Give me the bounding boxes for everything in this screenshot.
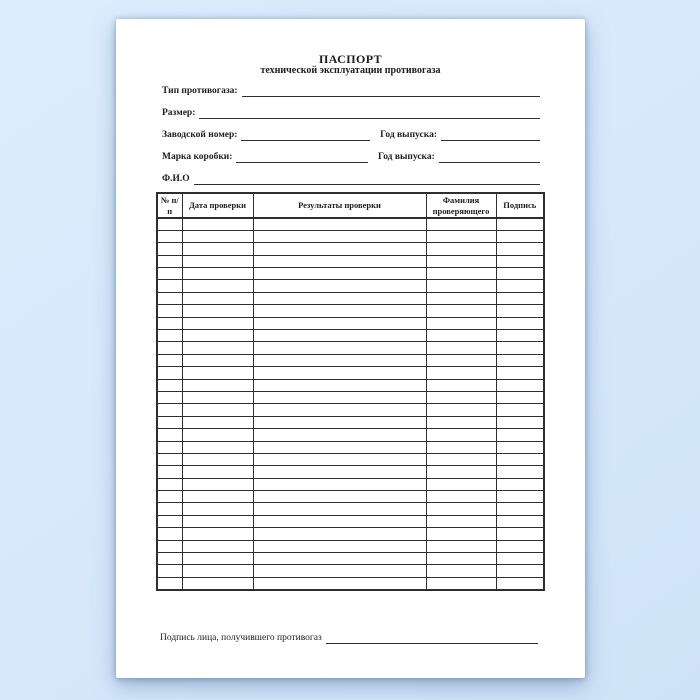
- table-cell: [253, 255, 426, 267]
- table-cell: [426, 218, 496, 230]
- table-cell: [157, 503, 182, 515]
- field-label-box-brand: Марка коробки:: [162, 152, 233, 162]
- table-cell: [426, 429, 496, 441]
- table-cell: [157, 416, 182, 428]
- document-page: [116, 19, 585, 678]
- signature-label: Подпись лица, получившего противогаз: [160, 633, 322, 643]
- table-cell: [253, 292, 426, 304]
- field-row-size: [162, 106, 540, 119]
- field-label-type: Тип противогаза:: [162, 86, 238, 96]
- table-cell: [496, 342, 544, 354]
- table-cell: [496, 317, 544, 329]
- table-cell: [426, 330, 496, 342]
- table-row: [157, 342, 544, 354]
- signature-row: [160, 631, 538, 644]
- table-cell: [253, 230, 426, 242]
- table-cell: [157, 391, 182, 403]
- table-row: [157, 255, 544, 267]
- table-header-row: [157, 193, 544, 218]
- table-cell: [182, 305, 253, 317]
- table-cell: [182, 540, 253, 552]
- table-cell: [496, 379, 544, 391]
- table-cell: [426, 317, 496, 329]
- table-row: [157, 515, 544, 527]
- table-cell: [157, 553, 182, 565]
- table-cell: [157, 305, 182, 317]
- col-header-signature: Подпись: [496, 193, 544, 218]
- table-cell: [496, 391, 544, 403]
- table-row: [157, 292, 544, 304]
- table-cell: [157, 453, 182, 465]
- document-subtitle: технической эксплуатации противогаза: [260, 65, 441, 76]
- table-cell: [496, 330, 544, 342]
- table-cell: [182, 218, 253, 230]
- table-cell: [182, 528, 253, 540]
- table-cell: [157, 577, 182, 589]
- table-cell: [496, 243, 544, 255]
- table-row: [157, 453, 544, 465]
- table-cell: [253, 305, 426, 317]
- table-row: [157, 367, 544, 379]
- table-cell: [182, 416, 253, 428]
- table-cell: [157, 292, 182, 304]
- table-cell: [496, 577, 544, 589]
- table-cell: [157, 466, 182, 478]
- table-cell: [182, 429, 253, 441]
- field-row-box-brand: [162, 150, 540, 163]
- table-cell: [253, 441, 426, 453]
- table-cell: [253, 280, 426, 292]
- field-label-size: Размер:: [162, 108, 196, 118]
- table-cell: [426, 354, 496, 366]
- field-label-full-name: Ф.И.О: [162, 174, 190, 184]
- table-cell: [182, 292, 253, 304]
- table-cell: [496, 540, 544, 552]
- table-cell: [496, 565, 544, 577]
- field-label-factory-number: Заводской номер:: [162, 130, 238, 140]
- table-row: [157, 230, 544, 242]
- table-cell: [253, 515, 426, 527]
- table-cell: [496, 354, 544, 366]
- table-cell: [253, 478, 426, 490]
- table-cell: [496, 429, 544, 441]
- table-cell: [157, 280, 182, 292]
- field-label-issue-year-2: Год выпуска:: [378, 152, 435, 162]
- table-cell: [182, 342, 253, 354]
- table-cell: [426, 268, 496, 280]
- table-cell: [253, 540, 426, 552]
- table-cell: [426, 577, 496, 589]
- table-cell: [496, 404, 544, 416]
- field-line-box-brand: [236, 162, 368, 163]
- table-cell: [253, 453, 426, 465]
- table-row: [157, 379, 544, 391]
- table-row: [157, 466, 544, 478]
- table-cell: [496, 230, 544, 242]
- table-cell: [182, 317, 253, 329]
- signature-line: [326, 643, 538, 644]
- table-cell: [426, 292, 496, 304]
- table-cell: [496, 268, 544, 280]
- table-cell: [182, 268, 253, 280]
- table-cell: [426, 503, 496, 515]
- table-cell: [182, 243, 253, 255]
- table-cell: [426, 391, 496, 403]
- table-cell: [253, 416, 426, 428]
- table-cell: [182, 565, 253, 577]
- table-row: [157, 441, 544, 453]
- table-cell: [253, 577, 426, 589]
- table-cell: [426, 379, 496, 391]
- table-cell: [253, 491, 426, 503]
- table-cell: [157, 268, 182, 280]
- table-cell: [182, 230, 253, 242]
- field-line-issue-year-2: [439, 162, 540, 163]
- table-cell: [253, 503, 426, 515]
- table-cell: [496, 255, 544, 267]
- field-line-full-name: [194, 184, 540, 185]
- table-cell: [157, 218, 182, 230]
- table-row: [157, 317, 544, 329]
- table-cell: [253, 268, 426, 280]
- table-cell: [157, 540, 182, 552]
- table-cell: [182, 553, 253, 565]
- table-cell: [426, 280, 496, 292]
- table-cell: [496, 528, 544, 540]
- table-row: [157, 305, 544, 317]
- table-cell: [157, 317, 182, 329]
- field-row-type: [162, 84, 540, 97]
- table-cell: [496, 466, 544, 478]
- table-cell: [496, 515, 544, 527]
- table-row: [157, 429, 544, 441]
- field-line-size: [199, 118, 540, 119]
- table-cell: [182, 379, 253, 391]
- table-row: [157, 330, 544, 342]
- table-cell: [426, 416, 496, 428]
- table-row: [157, 268, 544, 280]
- table-cell: [182, 577, 253, 589]
- table-cell: [496, 367, 544, 379]
- table-cell: [426, 243, 496, 255]
- table-cell: [426, 367, 496, 379]
- col-header-check-date: Дата проверки: [182, 193, 253, 218]
- table-cell: [253, 553, 426, 565]
- table-cell: [157, 354, 182, 366]
- table-row: [157, 577, 544, 589]
- field-label-issue-year-1: Год выпуска:: [380, 130, 437, 140]
- table-cell: [157, 491, 182, 503]
- table-cell: [496, 478, 544, 490]
- table-cell: [496, 416, 544, 428]
- table-row: [157, 491, 544, 503]
- table-cell: [253, 391, 426, 403]
- table-cell: [182, 255, 253, 267]
- table-cell: [182, 466, 253, 478]
- col-header-inspector-surname: Фамилия проверяющего: [426, 193, 496, 218]
- field-row-factory-number: [162, 128, 540, 141]
- table-cell: [157, 429, 182, 441]
- table-row: [157, 218, 544, 230]
- table-cell: [157, 515, 182, 527]
- table-cell: [253, 342, 426, 354]
- table-cell: [253, 218, 426, 230]
- table-row: [157, 503, 544, 515]
- table-cell: [426, 453, 496, 465]
- col-header-check-results: Результаты проверки: [253, 193, 426, 218]
- field-line-issue-year-1: [441, 140, 540, 141]
- table-cell: [182, 330, 253, 342]
- table-cell: [182, 441, 253, 453]
- table-cell: [426, 342, 496, 354]
- document-title: ПАСПОРТ: [318, 52, 383, 66]
- table-cell: [157, 478, 182, 490]
- table-cell: [253, 404, 426, 416]
- table-cell: [253, 466, 426, 478]
- table-cell: [426, 466, 496, 478]
- field-line-type: [242, 96, 540, 97]
- table-cell: [253, 317, 426, 329]
- table-cell: [182, 280, 253, 292]
- table-cell: [157, 404, 182, 416]
- table-row: [157, 565, 544, 577]
- table-row: [157, 416, 544, 428]
- table-cell: [157, 243, 182, 255]
- table-row: [157, 553, 544, 565]
- table-cell: [157, 528, 182, 540]
- table-cell: [182, 478, 253, 490]
- field-line-factory-number: [241, 140, 370, 141]
- table-cell: [157, 565, 182, 577]
- table-row: [157, 528, 544, 540]
- table-row: [157, 478, 544, 490]
- table-cell: [157, 441, 182, 453]
- table-cell: [253, 565, 426, 577]
- table-cell: [426, 528, 496, 540]
- table-cell: [253, 243, 426, 255]
- table-row: [157, 280, 544, 292]
- table-cell: [182, 503, 253, 515]
- table-cell: [496, 441, 544, 453]
- table-cell: [496, 553, 544, 565]
- table-cell: [253, 379, 426, 391]
- table-row: [157, 404, 544, 416]
- table-cell: [253, 429, 426, 441]
- table-cell: [182, 391, 253, 403]
- col-header-number: № п/п: [157, 193, 182, 218]
- table-cell: [253, 367, 426, 379]
- table-cell: [426, 515, 496, 527]
- table-cell: [182, 515, 253, 527]
- table-cell: [253, 330, 426, 342]
- table-cell: [426, 230, 496, 242]
- inspection-table: [156, 192, 545, 591]
- table-cell: [496, 453, 544, 465]
- table-cell: [426, 441, 496, 453]
- table-row: [157, 354, 544, 366]
- table-cell: [426, 540, 496, 552]
- table-row: [157, 391, 544, 403]
- table-cell: [426, 565, 496, 577]
- table-cell: [496, 305, 544, 317]
- table-row: [157, 243, 544, 255]
- table-cell: [426, 404, 496, 416]
- table-cell: [182, 491, 253, 503]
- table-cell: [182, 404, 253, 416]
- table-cell: [182, 367, 253, 379]
- table-cell: [253, 528, 426, 540]
- table-cell: [496, 503, 544, 515]
- table-cell: [157, 330, 182, 342]
- table-cell: [496, 292, 544, 304]
- table-cell: [496, 491, 544, 503]
- table-cell: [157, 367, 182, 379]
- table-cell: [253, 354, 426, 366]
- table-cell: [426, 255, 496, 267]
- field-row-full-name: [162, 172, 540, 185]
- table-row: [157, 540, 544, 552]
- table-cell: [157, 342, 182, 354]
- table-cell: [157, 255, 182, 267]
- table-cell: [157, 379, 182, 391]
- table-cell: [496, 218, 544, 230]
- table-cell: [426, 553, 496, 565]
- table-cell: [182, 354, 253, 366]
- table-cell: [426, 305, 496, 317]
- table-cell: [182, 453, 253, 465]
- table-cell: [157, 230, 182, 242]
- table-cell: [426, 478, 496, 490]
- table-cell: [426, 491, 496, 503]
- table-cell: [496, 280, 544, 292]
